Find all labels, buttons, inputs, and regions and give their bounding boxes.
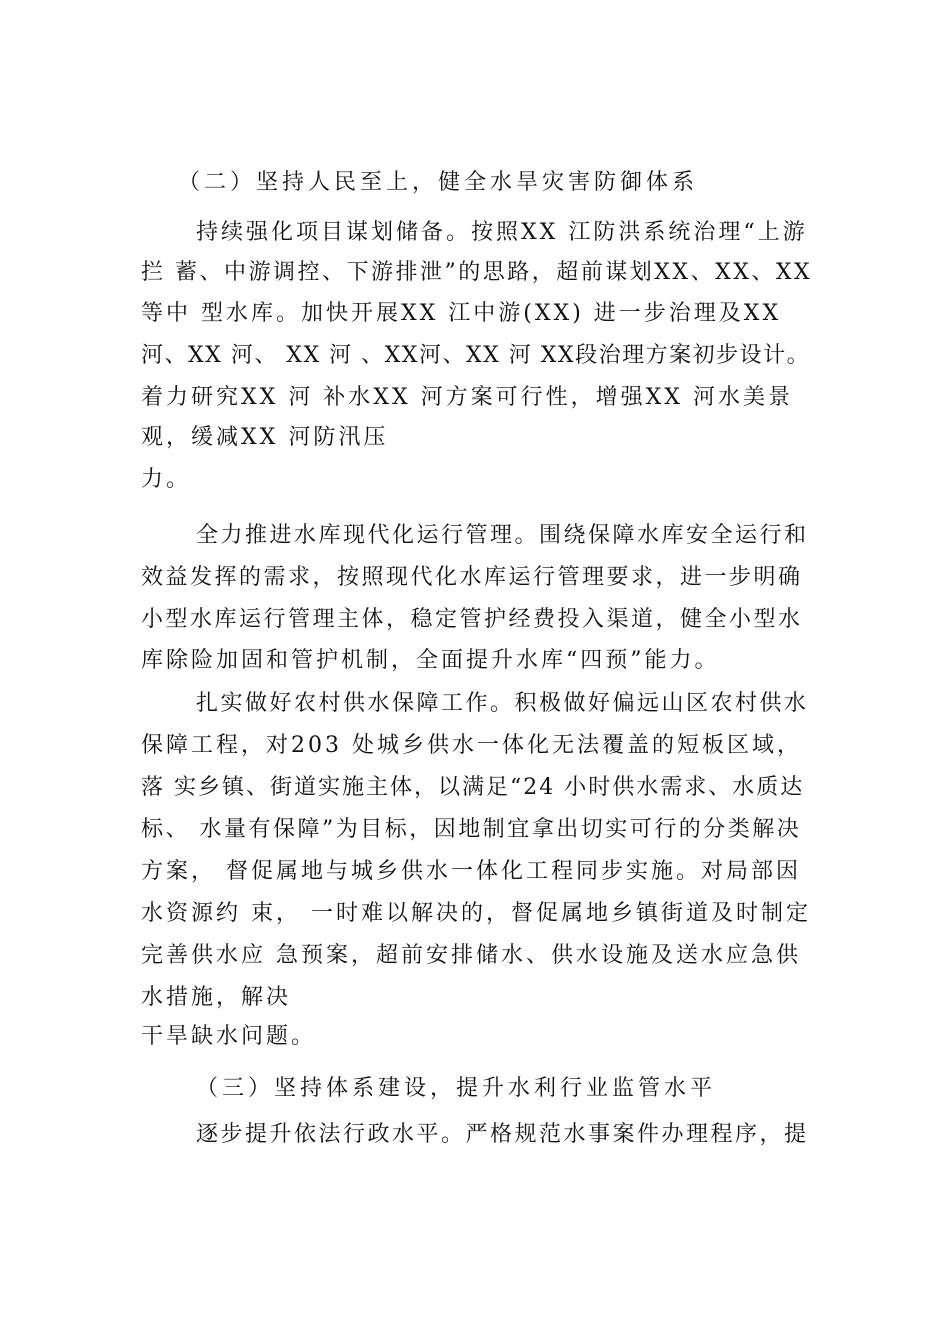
paragraph-line: 保障工程，对203 处城乡供水一体化无法覆盖的短板区域， xyxy=(141,733,802,758)
paragraph-line: 全力推进水库现代化运行管理。围绕保障水库安全运行和 xyxy=(196,523,809,548)
paragraph-line: 观，缓减XX 河防汛压 xyxy=(141,425,389,450)
paragraph-line: 逐步提升依法行政水平。严格规范水事案件办理程序，提 xyxy=(196,1122,809,1147)
paragraph-line: 河、XX 河、 XX 河 、XX河、XX 河 XX段治理方案初步设计。 xyxy=(141,343,811,368)
paragraph-line: 持续强化项目谋划储备。按照XX 江防洪系统治理“上游 xyxy=(196,220,808,245)
paragraph-line: 力。 xyxy=(141,467,192,492)
section-heading-3: （三）坚持体系建设，提升水利行业监管水平 xyxy=(196,1076,717,1101)
paragraph-line: 库除险加固和管护机制，全面提升水库“四预”能力。 xyxy=(141,648,720,673)
paragraph-line: 小型水库运行管理主体，稳定管护经费投入渠道，健全小型水 xyxy=(141,607,803,632)
section-heading-2: （二）坚持人民至上，健全水旱灾害防御体系 xyxy=(178,170,699,195)
paragraph-line: 效益发挥的需求，按照现代化水库运行管理要求，进一步明确 xyxy=(141,565,803,590)
paragraph-line: 落 实乡镇、街道实施主体，以满足“24 小时供水需求、水质达 xyxy=(141,775,805,800)
paragraph-line: 等中 型水库。加快开展XX 江中游(XX) 进一步治理及XX xyxy=(141,301,782,326)
paragraph-line: 扎实做好农村供水保障工作。积极做好偏远山区农村供水 xyxy=(196,691,809,716)
paragraph-line: 水资源约 束， 一时难以解决的，督促属地乡镇街道及时制定 xyxy=(141,901,811,926)
paragraph-line: 完善供水应 急预案，超前安排储水、供水设施及送水应急供 xyxy=(141,943,801,968)
paragraph-line: 拦 蓄、中游调控、下游排泄”的思路，超前谋划XX、XX、XX xyxy=(141,260,813,285)
paragraph-line: 标、 水量有保障”为目标，因地制宜拿出切实可行的分类解决 xyxy=(141,817,802,842)
paragraph-line: 方案， 督促属地与城乡供水一体化工程同步实施。对局部因 xyxy=(141,859,801,884)
paragraph-line: 水措施，解决 xyxy=(141,985,292,1010)
paragraph-line: 着力研究XX 河 补水XX 河方案可行性，增强XX 河水美景 xyxy=(141,385,793,410)
paragraph-line: 干旱缺水问题。 xyxy=(141,1024,317,1049)
